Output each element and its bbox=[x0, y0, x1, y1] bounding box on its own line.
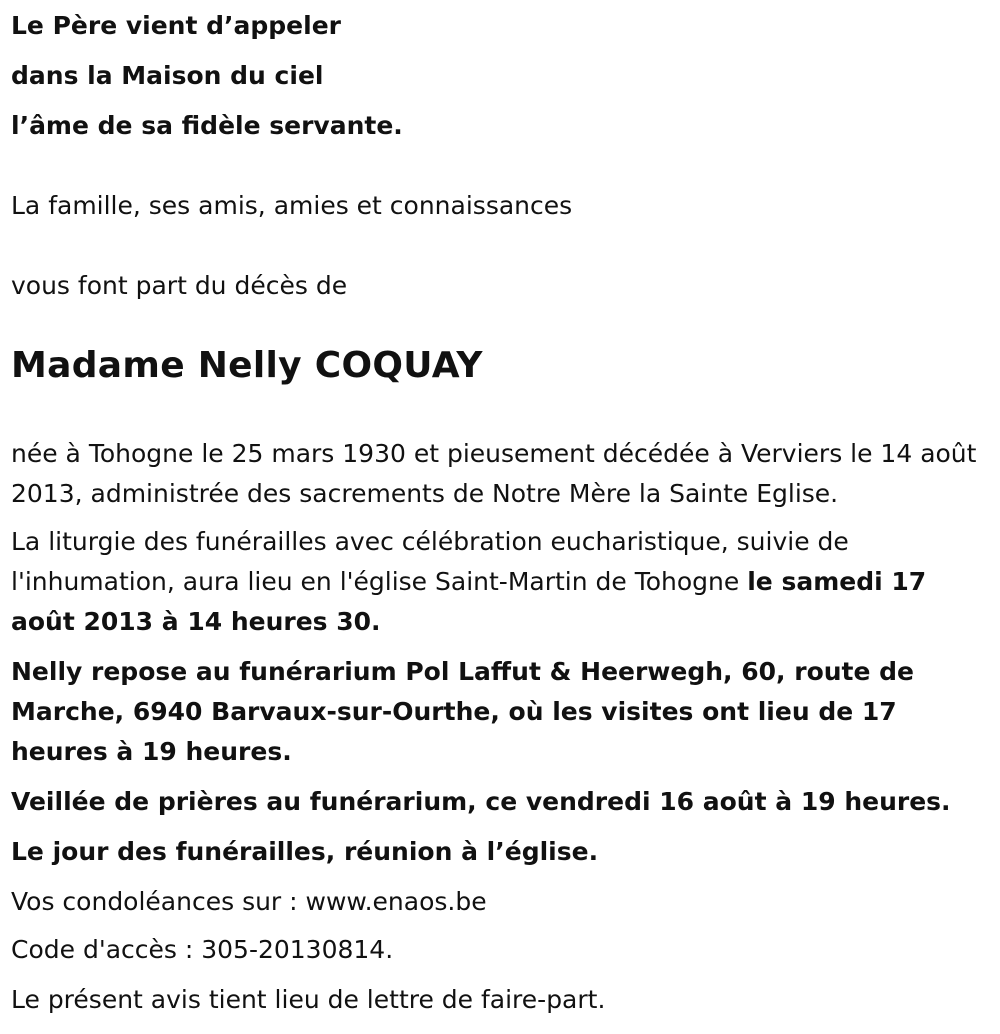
deceased-name: Madame Nelly COQUAY bbox=[11, 345, 483, 386]
condolences-info: Vos condoléances sur : www.enaos.be bbox=[11, 887, 487, 916]
verse-line-3: l’âme de sa fidèle servante. bbox=[11, 111, 403, 140]
vigil-info: Veillée de prières au funérarium, ce vendredi 16 août à 19 heures. bbox=[11, 787, 951, 816]
meeting-info: Le jour des funérailles, réunion à l’église. bbox=[11, 837, 599, 866]
birth-death-info: née à Tohogne le 25 mars 1930 et pieusement décédée à Verviers le 14 août 2013, administrée des sacrements de Notre Mère la Sainte Eglise. bbox=[11, 439, 977, 508]
family-intro: La famille, ses amis, amies et connaissances bbox=[11, 191, 573, 220]
verse-line-2: dans la Maison du ciel bbox=[11, 61, 324, 90]
funerarium-info: Nelly repose au funérarium Pol Laffut & Heerwegh, 60, route de Marche, 6940 Barvaux-sur-Ourthe, où les visites ont lieu de 17 heures à 19 heures. bbox=[11, 657, 915, 766]
notice-text: Le présent avis tient lieu de lettre de faire-part. bbox=[11, 985, 606, 1014]
liturgy-info bbox=[11, 522, 986, 642]
liturgy-text: La liturgie des funérailles avec célébration eucharistique, suivie de l'inhumation, aura lieu en l'église Saint-Martin de Tohogne bbox=[11, 527, 849, 596]
verse-line-1: Le Père vient d’appeler bbox=[11, 11, 341, 40]
announcement: vous font part du décès de bbox=[11, 271, 348, 300]
access-code: Code d'accès : 305-20130814. bbox=[11, 935, 394, 964]
liturgy-date-time: le samedi 17 août 2013 à 14 heures 30. bbox=[11, 567, 927, 636]
